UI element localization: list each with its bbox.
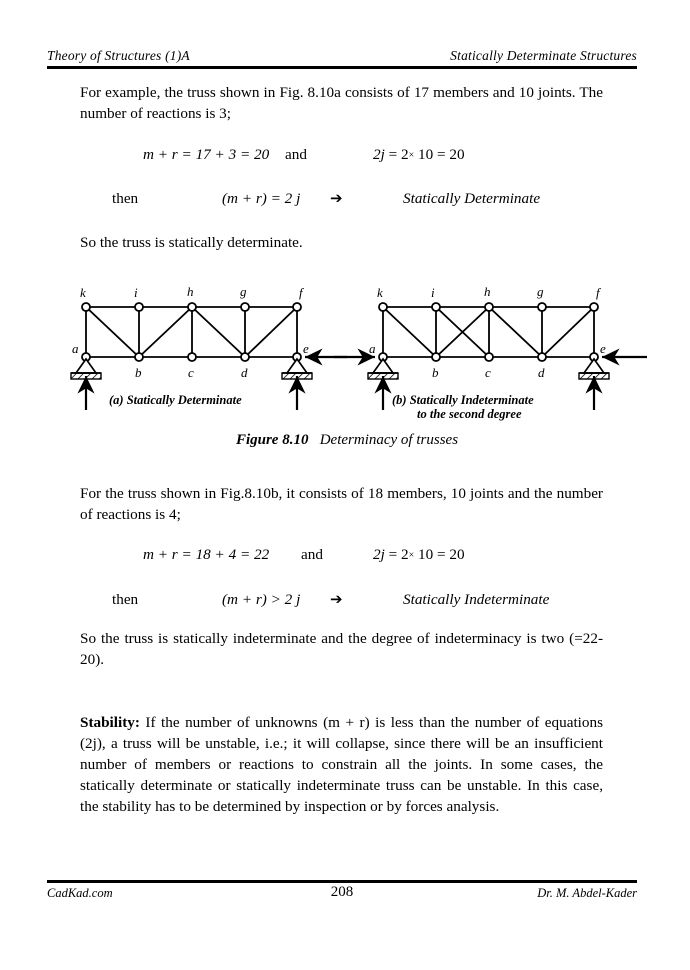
equation-4-expression: (m + r) > 2 j xyxy=(222,591,301,608)
node-label-f: f xyxy=(596,285,600,300)
footer-site-name: CadKad.com xyxy=(47,886,113,900)
figure-number: Figure 8.10 xyxy=(235,432,309,448)
node-label-c: c xyxy=(485,365,491,380)
equation-2-then: then xyxy=(112,190,139,207)
paragraph-example-intro: For example, the truss shown in Fig. 8.10a consists of 17 members and 10 joints. The number of reactions is 3; xyxy=(80,84,603,122)
page-number: 208 xyxy=(330,884,354,900)
truss-a-node-labels xyxy=(72,284,309,380)
node-label-i: i xyxy=(431,285,435,300)
equation-1-eq2: = 2 xyxy=(388,146,409,163)
paragraph-conclusion-b: So the truss is statically indeterminate and the degree of indeterminacy is two (=22-20). xyxy=(80,630,603,668)
equation-2-conclusion: Statically Determinate xyxy=(403,190,541,207)
truss-diagrams-svg xyxy=(47,282,647,432)
figure-title: Determinacy of trusses xyxy=(319,432,459,448)
equation-1-left: m + r = 17 + 3 = 20 xyxy=(143,146,270,163)
header-left-title: Theory of Structures (1)A xyxy=(47,48,190,63)
figure-caption xyxy=(47,432,647,449)
node-label-k: k xyxy=(377,285,383,300)
node-label-b: b xyxy=(432,365,439,380)
node-label-f: f xyxy=(299,285,303,300)
stability-heading: Stability: xyxy=(80,714,140,731)
equation-3-conjunction: and xyxy=(301,546,323,563)
page-header xyxy=(47,48,637,64)
equation-3-right xyxy=(373,546,465,564)
node-label-g: g xyxy=(240,284,247,299)
node-label-d: d xyxy=(241,365,248,380)
equation-1-val: 10 = 20 xyxy=(418,146,465,163)
equation-2-expression: (m + r) = 2 j xyxy=(222,190,301,207)
page-footer xyxy=(47,886,637,901)
truss-a-members xyxy=(86,307,297,357)
truss-b-caption-line2: to the second degree xyxy=(417,407,522,421)
equation-3-left: m + r = 18 + 4 = 22 xyxy=(143,546,270,563)
node-label-k: k xyxy=(80,285,86,300)
equation-1-2j: 2j xyxy=(373,146,385,163)
node-label-b: b xyxy=(135,365,142,380)
equation-4-conclusion: Statically Indeterminate xyxy=(403,591,550,608)
node-label-h: h xyxy=(187,284,194,299)
truss-b-group xyxy=(334,284,647,421)
node-label-g: g xyxy=(537,284,544,299)
implies-arrow-icon: ➔ xyxy=(330,590,343,608)
footer-divider xyxy=(47,880,637,883)
equation-3-eq2: = 2 xyxy=(388,546,409,563)
equation-3-2j: 2j xyxy=(373,546,385,563)
header-divider xyxy=(47,66,637,69)
truss-b-members xyxy=(383,307,594,357)
truss-a-group xyxy=(71,284,347,410)
node-label-e: e xyxy=(303,341,309,356)
node-label-a: a xyxy=(72,341,79,356)
equation-4-then: then xyxy=(112,591,139,608)
header-right-title: Statically Determinate Structures xyxy=(450,48,637,63)
node-label-e: e xyxy=(600,341,606,356)
paragraph-stability xyxy=(80,712,603,817)
paragraph-truss-b-intro: For the truss shown in Fig.8.10b, it consists of 18 members, 10 joints and the number of reactions is 4; xyxy=(80,485,603,523)
node-label-d: d xyxy=(538,365,545,380)
paragraph-conclusion-a: So the truss is statically determinate. xyxy=(80,234,303,251)
node-label-c: c xyxy=(188,365,194,380)
multiply-icon: × xyxy=(408,550,415,561)
node-label-a: a xyxy=(369,341,376,356)
stability-body: If the number of unknowns (m + r) is less than the number of equations (2j), a truss will be unstable, i.e.; it will collapse, since there will be an insufficient number of members or reactions to constrain all the joints. In some cases, the statically determinate or statically indeterminate truss can be unstable. In this case, the stability has to be determined by inspection or by forces analysis. xyxy=(80,714,603,815)
equation-3-val: 10 = 20 xyxy=(418,546,465,563)
truss-b-caption-line1: (b) Statically Indeterminate xyxy=(392,393,534,407)
node-label-h: h xyxy=(484,284,491,299)
truss-b-node-labels xyxy=(369,284,606,380)
figure-8-10 xyxy=(47,282,647,452)
equation-1-conjunction: and xyxy=(285,146,307,163)
node-label-i: i xyxy=(134,285,138,300)
truss-a-caption: (a) Statically Determinate xyxy=(109,393,242,407)
implies-arrow-icon: ➔ xyxy=(330,189,343,207)
multiply-icon: × xyxy=(408,150,415,161)
footer-author: Dr. M. Abdel-Kader xyxy=(537,886,637,900)
equation-1-right xyxy=(373,146,465,164)
